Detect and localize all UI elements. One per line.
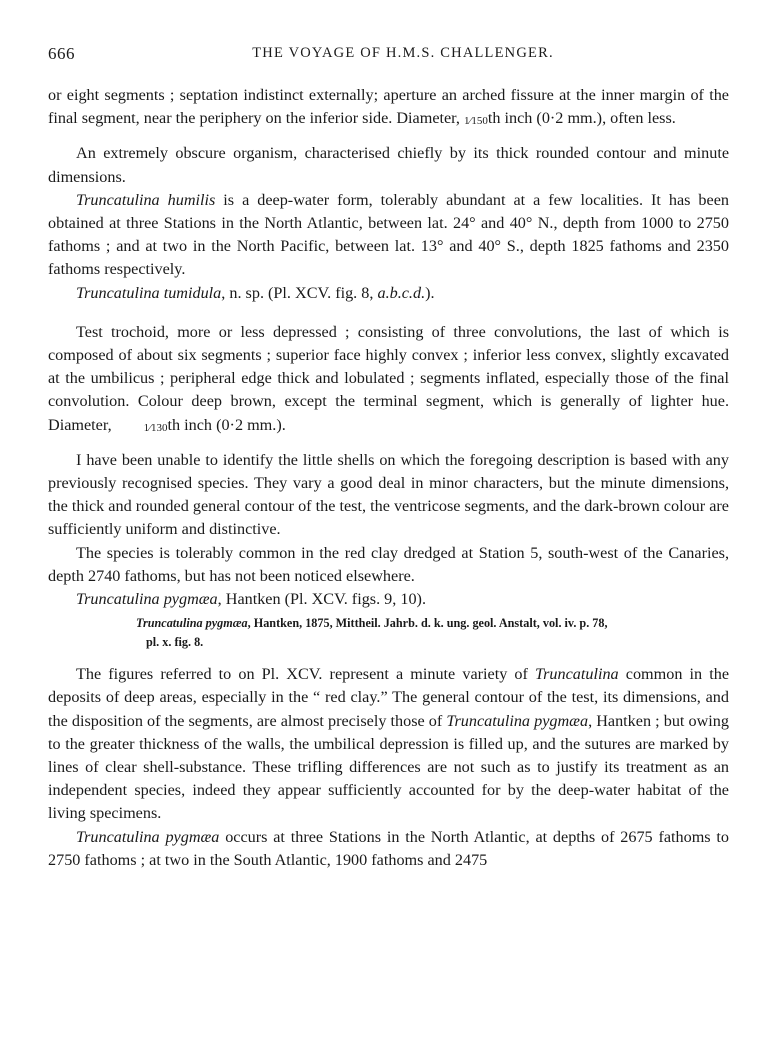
paragraph-occurrence-tumidula: The species is tolerably common in the red clay dredged at Station 5, south-west of the Canaries, depth 2740 fathoms, but has not been noticed elsewhere. bbox=[48, 543, 729, 585]
paragraph-description-tumidula: Test trochoid, more or less depressed ; consisting of three convolutions, the last of which is composed of about six segments ; superior face highly convex ; inferior less convex, slightly excavated at the umbilicus ; peripheral edge thick and lobulated ; segments inflated, especially those of the final convolution. Colour deep brown, except the terminal segment, which is generally of lighter hue. Diameter, 1⁄130th inch (0·2 mm.). bbox=[48, 322, 729, 434]
paragraph-identification: I have been unable to identify the little shells on which the foregoing description is based with any previously recognised species. They vary a good deal in minor characters, but the minute dimensions, the thick and rounded general contour of the test, the ventricose segments, and the dark-brown colour are sufficiently uniform and distinctive. bbox=[48, 450, 729, 539]
page-header bbox=[48, 44, 728, 66]
page-body bbox=[48, 84, 729, 872]
paragraph-variety-pygmaea: The figures referred to on Pl. XCV. represent a minute variety of Truncatulina common in the deposits of deep areas, especially in the “ red clay.” The general contour of the test, its dimensions, and the disposition of the segments, are almost precisely those of Truncatulina pygmæa, Hantken ; but owing to the greater thickness of the walls, the umbilical depression is filled up, and the sutures are marked by lines of clear shell-substance. These trifling differences are not such as to justify its treatment as an independent species, indeed they appear sufficiently accounted for by the deep-water habitat of the living specimens. bbox=[48, 665, 729, 823]
synonymy-reference: Truncatulina pygmæa, Hantken, 1875, Mittheil. Jahrb. d. k. ung. geol. Anstalt, vol. iv. p. 78, pl. x. fig. 8. bbox=[136, 616, 608, 649]
paragraph-distribution-humilis: Truncatulina humilis is a deep-water form, tolerably abundant at a few localities. It has been obtained at three Stations in the North Atlantic, between lat. 24° and 40° N., depth from 1000 to 2750 fathoms ; and at two in the North Pacific, between lat. 13° and 40° S., depth 1825 fathoms and 2350 fathoms respectively. bbox=[48, 190, 729, 279]
paragraph-remark: An extremely obscure organism, characterised chiefly by its thick rounded contour and minute dimensions. bbox=[48, 144, 729, 186]
fraction-diameter: 1⁄130 bbox=[143, 421, 168, 434]
species-name: Truncatulina humilis bbox=[76, 190, 216, 209]
paragraph-continued-description: or eight segments ; septation indistinct externally; aperture an arched fissure at the inner margin of the final segment, near the periphery on the inferior side. Diameter, 1⁄150th inch (0·2 mm.), often less. bbox=[48, 86, 729, 128]
running-head: THE VOYAGE OF H.M.S. CHALLENGER. bbox=[252, 45, 554, 61]
species-heading-tumidula: Truncatulina tumidula, n. sp. (Pl. XCV. fig. 8, a.b.c.d.). bbox=[76, 283, 435, 302]
paragraph-occurrence-pygmaea: Truncatulina pygmæa occurs at three Stations in the North Atlantic, at depths of 2675 fathoms to 2750 fathoms ; at two in the South Atlantic, 1900 fathoms and 2475 bbox=[48, 827, 729, 869]
page-number: 666 bbox=[48, 44, 75, 63]
species-heading-pygmaea: Truncatulina pygmæa, Hantken (Pl. XCV. figs. 9, 10). bbox=[76, 590, 426, 609]
fraction-diameter: 1⁄150 bbox=[464, 115, 488, 128]
